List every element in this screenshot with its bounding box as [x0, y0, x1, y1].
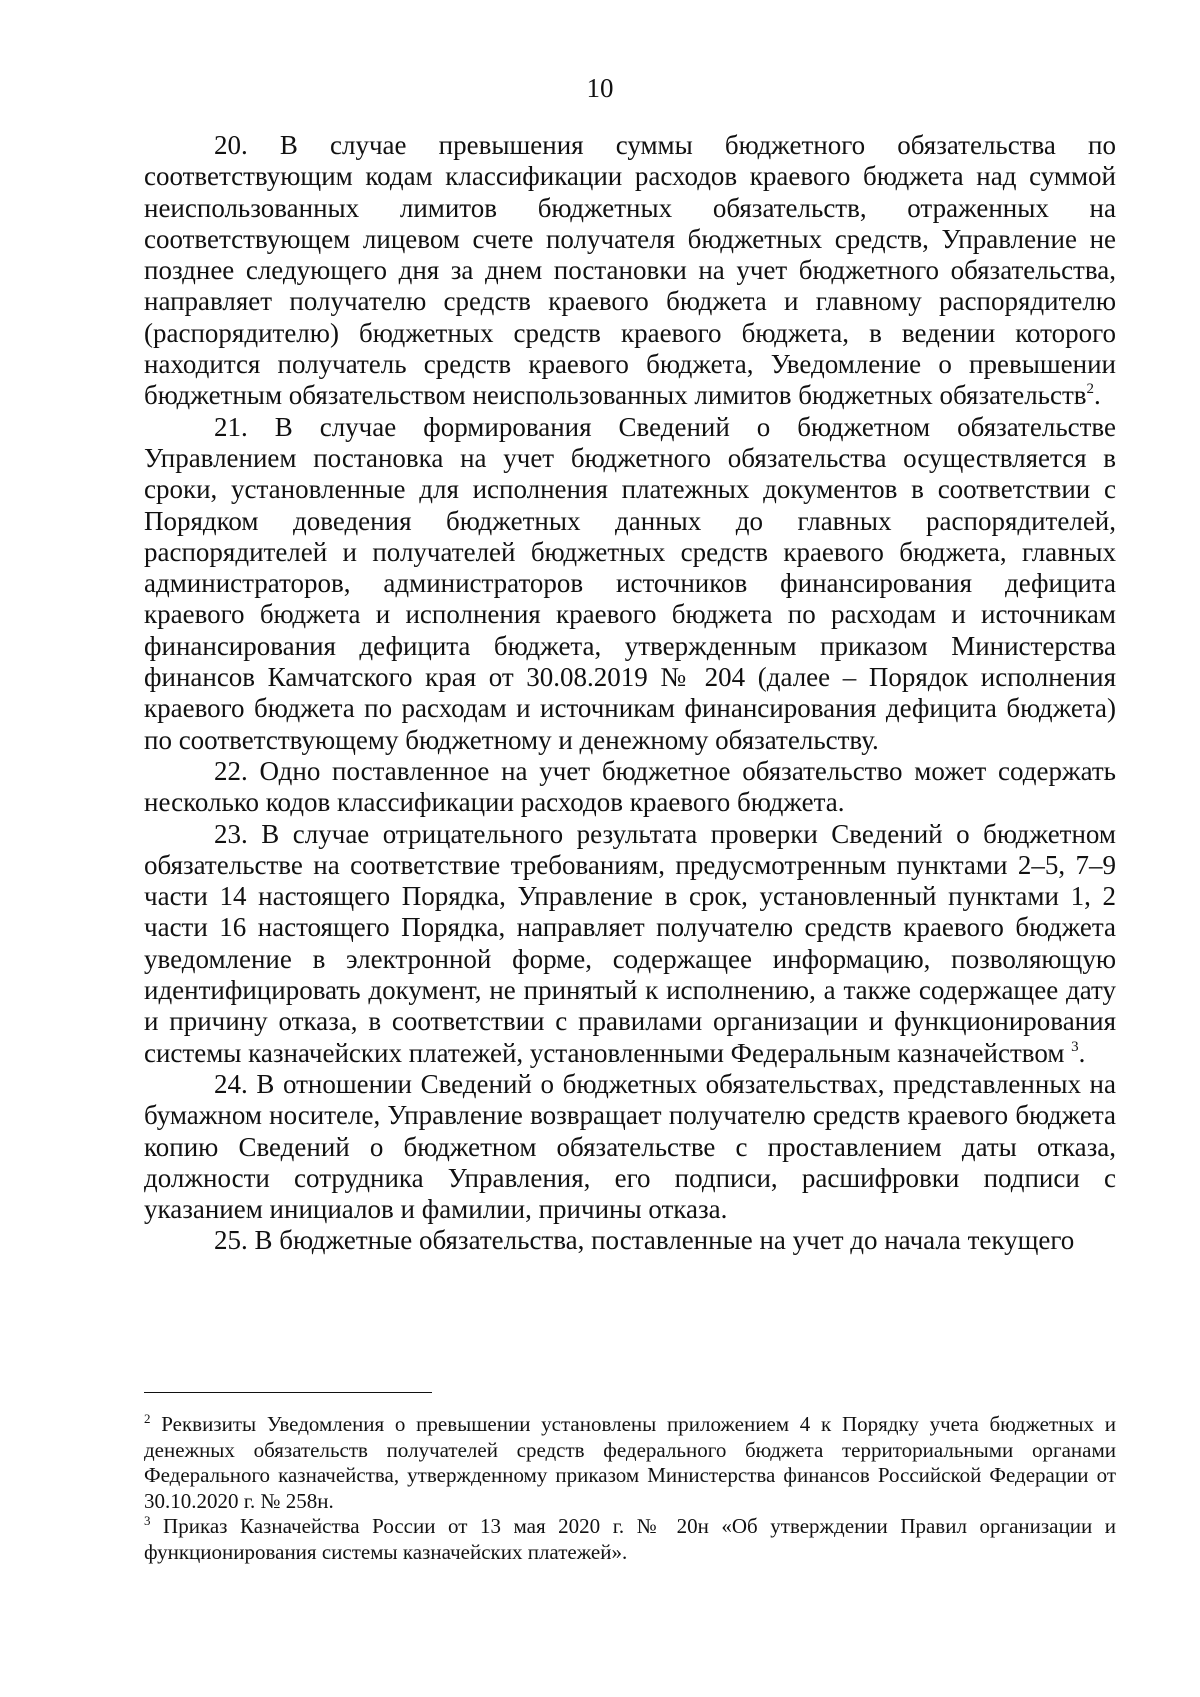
- footnote-separator: [144, 1392, 432, 1393]
- paragraph-text: 23. В случае отрицательного результата проверки Сведений о бюджетном обязательстве на соответствие требованиям, предусмотренным пунктами 2–5, 7–9 части 14 настоящего Порядка, Управление в срок, установленный пунктами 1, 2 части 16 настоящего Порядка, направляет получателю средств краевого бюджета уведомление в электронной форме, содержащее информацию, позволяющую идентифицировать документ, не принятый к исполнению, а также содержащее дату и причину отказа, в соответствии с правилами организации и функционирования системы казначейских платежей, установленными Федеральным казначейством: [144, 818, 1116, 1068]
- paragraph-text-end: .: [1078, 1037, 1086, 1068]
- footnote-text: Приказ Казначейства России от 13 мая 2020 г. № 20н «Об утверждении Правил организации и функционирования системы казначейских платежей».: [144, 1514, 1116, 1564]
- page-number: 10: [586, 73, 614, 103]
- footnote-2: [144, 1412, 1116, 1514]
- paragraph-text: 22. Одно поставленное на учет бюджетное обязательство может содержать несколько кодов классификации расходов краевого бюджета.: [144, 755, 1116, 818]
- paragraph-25: [144, 1225, 1116, 1256]
- paragraph-text: 21. В случае формирования Сведений о бюджетном обязательстве Управлением постановка на учет бюджетного обязательства осуществляется в сроки, установленные для исполнения платежных документов в соответствии с Порядком доведения бюджетных данных до главных распорядителей, распорядителей и получателей бюджетных средств краевого бюджета, главных администраторов, администраторов источников финансирования дефицита краевого бюджета и исполнения краевого бюджета по расходам и источникам финансирования дефицита бюджета, утвержденным приказом Министерства финансов Камчатского края от 30.08.2019 № 204 (далее – Порядок исполнения краевого бюджета по расходам и источникам финансирования дефицита бюджета) по соответствующему бюджетному и денежному обязательству.: [144, 411, 1116, 755]
- paragraph-24: [144, 1069, 1116, 1225]
- paragraph-22: [144, 756, 1116, 819]
- paragraph-23: [144, 819, 1116, 1069]
- paragraph-text: 25. В бюджетные обязательства, поставленные на учет до начала текущего: [214, 1225, 1075, 1256]
- footnote-marker: 3: [144, 1513, 151, 1528]
- footnote-text: Реквизиты Уведомления о превышении установлены приложением 4 к Порядку учета бюджетных и денежных обязательств получателей средств федерального бюджета территориальными органами Федерального казначейства, утвержденному приказом Министерства финансов Российской Федерации от 30.10.2020 г. № 258н.: [144, 1412, 1116, 1513]
- footnotes: [144, 1412, 1116, 1565]
- footnote-ref: 2: [1086, 381, 1095, 398]
- paragraph-text: 20. В случае превышения суммы бюджетного обязательства по соответствующим кодам классификации расходов краевого бюджета над суммой неиспользованных лимитов бюджетных обязательств, отраженных на соответствующем лицевом счете получателя бюджетных средств, Управление не позднее следующего дня за днем постановки на учет бюджетного обязательства, направляет получателю средств краевого бюджета и главному распорядителю (распорядителю) бюджетных средств краевого бюджета, в ведении которого находится получатель средств краевого бюджета, Уведомление о превышении бюджетным обязательством неиспользованных лимитов бюджетных обязательств: [144, 130, 1116, 411]
- footnote-ref: 3: [1071, 1038, 1079, 1055]
- footnote-3: [144, 1514, 1116, 1565]
- paragraph-21: [144, 412, 1116, 756]
- footnote-marker: 2: [144, 1411, 151, 1426]
- paragraph-text-end: .: [1094, 380, 1101, 411]
- paragraph-20: [144, 130, 1116, 412]
- body-text: [144, 130, 1116, 1257]
- paragraph-text: 24. В отношении Сведений о бюджетных обязательствах, представленных на бумажном носителе, Управление возвращает получателю средств краевого бюджета копию Сведений о бюджетном обязательстве с проставлением даты отказа, должности сотрудника Управления, его подписи, расшифровки подписи с указанием инициалов и фамилии, причины отказа.: [144, 1068, 1116, 1225]
